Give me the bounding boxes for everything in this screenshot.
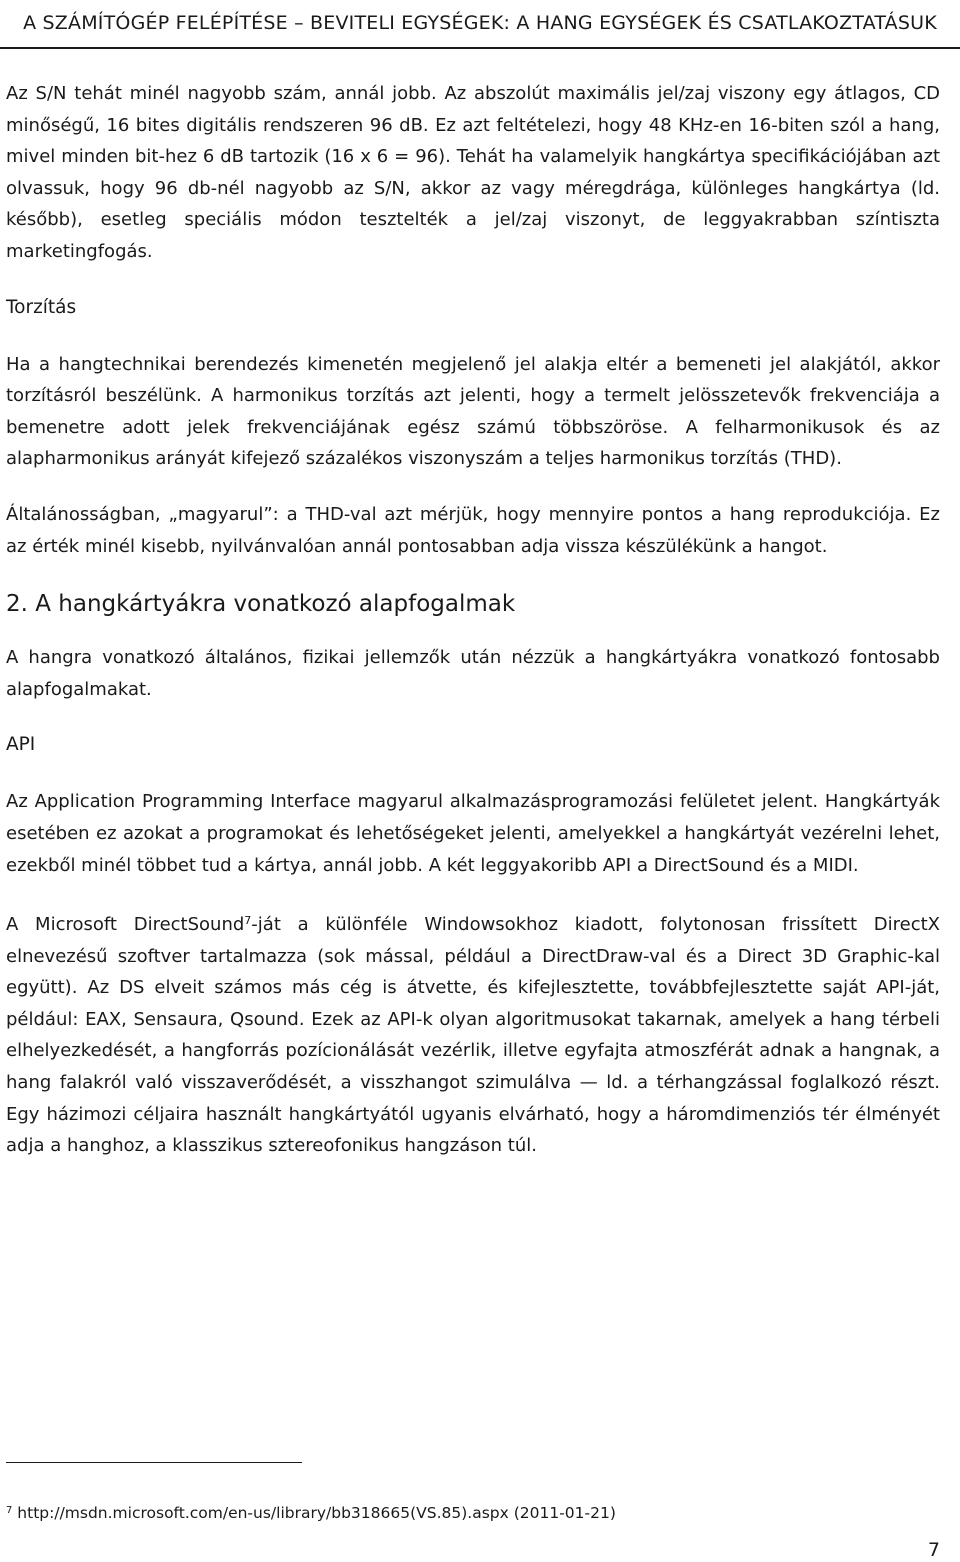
footnote-marker: 7: [6, 1505, 13, 1516]
paragraph-distortion: Ha a hangtechnikai berendezés kimenetén megjelenő jel alakja eltér a bemeneti jel alakjától, akkor torzításról beszélünk. A harmonikus torzítás azt jelenti, hogy a termelt jelösszetevők frekvenciája a bemenetre adott jelek frekvenciájának egész számú többszöröse. A felharmonikusok és az alapharmonikus arányát kifejező százalékos viszonyszám a teljes harmonikus torzítás (THD).: [6, 353, 940, 470]
page-number: 7: [927, 1539, 940, 1561]
directsound-text-after: -ját a különféle Windowsokhoz kiadott, folytonosan frissített DirectX elnevezésű szoftver tartalmazza (sok mással, például a DirectDraw-val és a Direct 3D Graphic-kal együtt). Az DS elveit számos más cég is átvette, és kifejlesztette, továbbfejlesztette saját API-ját, például: EAX, Sensaura, Qsound. Ezek az API-k olyan algoritmusokat takarnak, amelyek a hang térbeli elhelyezkedését, a hangforrás pozícionálását vezérlik, illetve egyfajta atmoszférát adnak a hangnak, a hang falakról való visszaverődését, a visszhangot szimulálva — ld. a térhangzással foglalkozó részt. Egy házimozi céljaira használt hangkártyától ugyanis elvárható, hogy a háromdimenziós tér élményét adja a hanghoz, a klasszikus sztereofonikus hangzáson túl.: [6, 914, 940, 1157]
paragraph-directsound: [6, 905, 940, 1162]
footnote: [6, 1499, 616, 1525]
header-divider: [0, 47, 960, 49]
paragraph-intro: A hangra vonatkozó általános, fizikai jellemzők után nézzük a hangkártyákra vonatkozó fontosabb alapfogalmakat.: [6, 647, 940, 700]
directsound-text-before: A Microsoft DirectSound: [6, 914, 245, 936]
running-header: A SZÁMÍTÓGÉP FELÉPÍTÉSE – BEVITELI EGYSÉGEK: A HANG EGYSÉGEK ÉS CSATLAKOZTATÁSUK: [23, 12, 937, 34]
chapter-heading-basics: 2. A hangkártyákra vonatkozó alapfogalmak: [6, 591, 516, 618]
paragraph-thd: Általánosságban, „magyarul”: a THD-val azt mérjük, hogy mennyire pontos a hang reprodukciója. Ez az érték minél kisebb, nyilvánvalóan annál pontosabban adja vissza készülékünk a hangot.: [6, 503, 940, 557]
section-heading-api: API: [6, 734, 36, 756]
paragraph-signal-noise: Az S/N tehát minél nagyobb szám, annál jobb. Az abszolút maximális jel/zaj viszony egy átlagos, CD minőségű, 16 bites digitális rendszeren 96 dB. Ez azt feltételezi, hogy 48 KHz-en 16-biten szól a hang, mivel minden bit-hez 6 dB tartozik (16 x 6 = 96). Tehát ha valamelyik hangkártya specifikációjában azt olvassuk, hogy 96 db-nél nagyobb az S/N, akkor az vagy méregdrága, különleges hangkártya (ld. később), esetleg speciális módon tesztelték a jel/zaj viszonyt, de leggyakrabban színtiszta marketingfogás.: [6, 83, 940, 262]
section-heading-distortion: Torzítás: [6, 296, 77, 318]
page-body: [6, 78, 940, 1186]
footnote-link[interactable]: http://msdn.microsoft.com/en-us/library/bb318665(VS.85).aspx (2011-01-21): [12, 1504, 616, 1522]
footnote-reference[interactable]: 7: [244, 914, 252, 928]
paragraph-api: Az Application Programming Interface magyarul alkalmazásprogramozási felületet jelent. Hangkártyák esetében ez azokat a programokat és lehetőségeket jelenti, amelyekkel a hangkártyát vezérelni lehet, ezekből minél többet tud a kártya, annál jobb. A két leggyakoribb API a DirectSound és a MIDI.: [6, 791, 940, 876]
footnote-divider: [6, 1462, 302, 1463]
